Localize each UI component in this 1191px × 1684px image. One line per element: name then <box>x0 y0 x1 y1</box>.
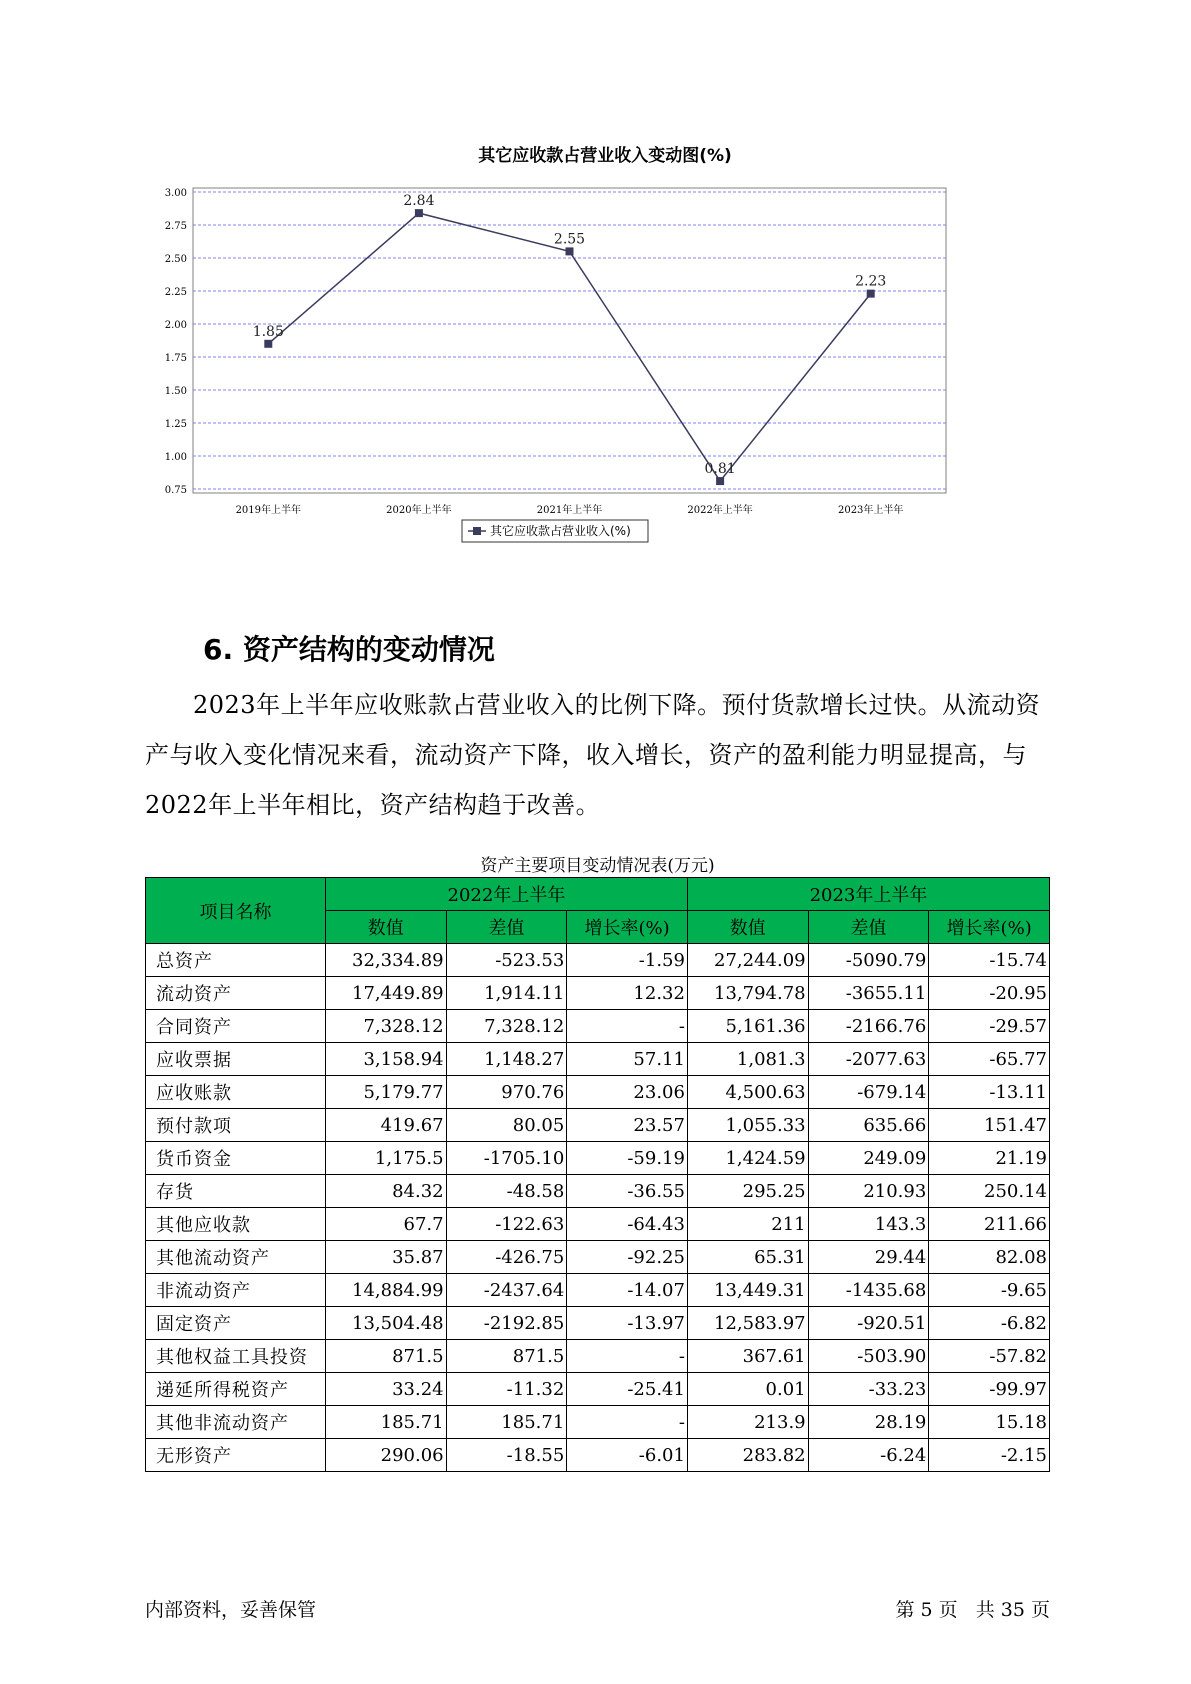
table-cell-value: -36.55 <box>567 1175 688 1208</box>
header-diff: 差值 <box>808 911 929 944</box>
line-chart <box>164 133 1035 603</box>
table-row <box>146 1109 1050 1142</box>
footer-confidential: 内部资料，妥善保管 <box>145 1599 317 1621</box>
table-header-row <box>146 878 1050 911</box>
table-cell-value: -99.97 <box>929 1373 1050 1406</box>
data-label: 0.81 <box>704 461 736 478</box>
table-cell-value: 295.25 <box>687 1175 808 1208</box>
table-cell-value: -3655.11 <box>808 977 929 1010</box>
table-cell-value: -2077.63 <box>808 1043 929 1076</box>
table-cell-item: 流动资产 <box>146 977 326 1010</box>
table-row <box>146 1406 1050 1439</box>
table-row <box>146 1043 1050 1076</box>
table-row <box>146 1307 1050 1340</box>
table-cell-item: 预付款项 <box>146 1109 326 1142</box>
asset-table <box>145 877 1050 1472</box>
y-tick-label: 2.00 <box>164 320 187 331</box>
table-cell-value: 27,244.09 <box>687 944 808 977</box>
x-tick-label: 2021年上半年 <box>536 505 603 516</box>
header-period-2023: 2023年上半年 <box>687 878 1049 911</box>
table-cell-value: -2166.76 <box>808 1010 929 1043</box>
table-cell-value: -57.82 <box>929 1340 1050 1373</box>
table-cell-value: 0.01 <box>687 1373 808 1406</box>
table-cell-value: -20.95 <box>929 977 1050 1010</box>
table-cell-value: -64.43 <box>567 1208 688 1241</box>
table-cell-value: - <box>567 1406 688 1439</box>
table-cell-value: 35.87 <box>325 1241 446 1274</box>
table-row <box>146 1208 1050 1241</box>
table-cell-value: 57.11 <box>567 1043 688 1076</box>
table-cell-value: -59.19 <box>567 1142 688 1175</box>
table-cell-value: 28.19 <box>808 1406 929 1439</box>
table-cell-item: 递延所得税资产 <box>146 1373 326 1406</box>
table-cell-value: 4,500.63 <box>687 1076 808 1109</box>
y-tick-label: 2.75 <box>164 221 187 232</box>
data-point <box>716 477 724 485</box>
header-period-2022: 2022年上半年 <box>325 878 687 911</box>
section-paragraph: 2023年上半年应收账款占营业收入的比例下降。预付货款增长过快。从流动资产与收入变化情况来看，流动资产下降，收入增长，资产的盈利能力明显提高，与2022年上半年相比，资产结构趋于改善。 <box>145 691 1041 819</box>
y-tick-label: 0.75 <box>164 485 187 496</box>
y-tick-label: 1.50 <box>164 386 187 397</box>
data-label: 1.85 <box>252 323 284 340</box>
table-cell-item: 其他流动资产 <box>146 1241 326 1274</box>
x-tick-label: 2023年上半年 <box>837 505 904 516</box>
table-cell-value: 283.82 <box>687 1439 808 1472</box>
data-point <box>415 209 423 217</box>
y-tick-label: 2.25 <box>164 287 187 298</box>
table-cell-value: 419.67 <box>325 1109 446 1142</box>
table-cell-item: 其他非流动资产 <box>146 1406 326 1439</box>
table-cell-value: -29.57 <box>929 1010 1050 1043</box>
table-cell-value: 14,884.99 <box>325 1274 446 1307</box>
table-cell-value: 871.5 <box>325 1340 446 1373</box>
table-cell-value: -2192.85 <box>446 1307 567 1340</box>
table-cell-value: -11.32 <box>446 1373 567 1406</box>
data-point <box>867 290 875 298</box>
table-cell-value: -1705.10 <box>446 1142 567 1175</box>
data-label: 2.55 <box>553 231 586 248</box>
y-tick-label: 3.00 <box>164 188 187 199</box>
table-cell-item: 应收账款 <box>146 1076 326 1109</box>
table-row <box>146 1274 1050 1307</box>
table-cell-value: 17,449.89 <box>325 977 446 1010</box>
table-cell-value: 21.19 <box>929 1142 1050 1175</box>
header-diff: 差值 <box>446 911 567 944</box>
table-row <box>146 1439 1050 1472</box>
table-cell-value: 143.3 <box>808 1208 929 1241</box>
table-cell-value: 7,328.12 <box>446 1010 567 1043</box>
table-cell-value: -48.58 <box>446 1175 567 1208</box>
table-cell-value: 871.5 <box>446 1340 567 1373</box>
table-cell-value: 185.71 <box>325 1406 446 1439</box>
y-tick-label: 2.50 <box>164 254 187 265</box>
table-cell-value: -92.25 <box>567 1241 688 1274</box>
table-cell-value: 211 <box>687 1208 808 1241</box>
table-cell-value: -13.11 <box>929 1076 1050 1109</box>
chart-title: 其它应收款占营业收入变动图(%) <box>478 146 732 166</box>
table-cell-value: 33.24 <box>325 1373 446 1406</box>
table-cell-value: -14.07 <box>567 1274 688 1307</box>
table-cell-value: 13,449.31 <box>687 1274 808 1307</box>
y-tick-label: 1.25 <box>164 419 187 430</box>
table-cell-value: -920.51 <box>808 1307 929 1340</box>
table-cell-value: 1,914.11 <box>446 977 567 1010</box>
table-cell-value: -18.55 <box>446 1439 567 1472</box>
table-cell-value: -2437.64 <box>446 1274 567 1307</box>
y-tick-label: 1.00 <box>164 452 187 463</box>
table-cell-value: 151.47 <box>929 1109 1050 1142</box>
table-cell-item: 合同资产 <box>146 1010 326 1043</box>
table-cell-value: 13,504.48 <box>325 1307 446 1340</box>
table-cell-value: -65.77 <box>929 1043 1050 1076</box>
table-cell-value: 249.09 <box>808 1142 929 1175</box>
table-cell-value: -426.75 <box>446 1241 567 1274</box>
table-cell-item: 总资产 <box>146 944 326 977</box>
table-cell-value: 5,179.77 <box>325 1076 446 1109</box>
table-row <box>146 1076 1050 1109</box>
table-cell-value: 3,158.94 <box>325 1043 446 1076</box>
footer-page-number: 第 5 页 共 35 页 <box>895 1599 1050 1621</box>
table-cell-value: -5090.79 <box>808 944 929 977</box>
table-cell-value: 82.08 <box>929 1241 1050 1274</box>
table-cell-value: 211.66 <box>929 1208 1050 1241</box>
table-row <box>146 1175 1050 1208</box>
table-row <box>146 1142 1050 1175</box>
table-row <box>146 1241 1050 1274</box>
data-label: 2.84 <box>403 193 435 210</box>
data-point <box>264 340 272 348</box>
table-cell-value: -1.59 <box>567 944 688 977</box>
table-cell-value: -679.14 <box>808 1076 929 1109</box>
table-cell-value: -13.97 <box>567 1307 688 1340</box>
table-row <box>146 977 1050 1010</box>
table-row <box>146 944 1050 977</box>
table-cell-item: 应收票据 <box>146 1043 326 1076</box>
section-heading: 6. 资产结构的变动情况 <box>203 633 495 666</box>
table-body <box>146 944 1050 1472</box>
table-cell-value: -503.90 <box>808 1340 929 1373</box>
table-cell-value: 367.61 <box>687 1340 808 1373</box>
table-row <box>146 1340 1050 1373</box>
table-cell-value: -122.63 <box>446 1208 567 1241</box>
table-cell-value: 67.7 <box>325 1208 446 1241</box>
table-cell-value: 84.32 <box>325 1175 446 1208</box>
x-tick-label: 2022年上半年 <box>687 505 753 516</box>
chart-svg <box>164 133 1035 603</box>
table-cell-value: 1,148.27 <box>446 1043 567 1076</box>
y-tick-label: 1.75 <box>164 353 187 364</box>
table-cell-value: 12,583.97 <box>687 1307 808 1340</box>
x-tick-label: 2020年上半年 <box>386 505 452 516</box>
table-cell-value: 970.76 <box>446 1076 567 1109</box>
table-cell-item: 无形资产 <box>146 1439 326 1472</box>
header-rate: 增长率(%) <box>567 911 688 944</box>
legend-marker <box>473 527 481 535</box>
table-cell-value: -2.15 <box>929 1439 1050 1472</box>
table-cell-value: -33.23 <box>808 1373 929 1406</box>
table-cell-value: 1,055.33 <box>687 1109 808 1142</box>
table-cell-value: -1435.68 <box>808 1274 929 1307</box>
table-cell-value: 29.44 <box>808 1241 929 1274</box>
table-cell-value: 23.06 <box>567 1076 688 1109</box>
data-label: 2.23 <box>855 273 887 290</box>
table-cell-value: 250.14 <box>929 1175 1050 1208</box>
table-cell-item: 其他权益工具投资 <box>146 1340 326 1373</box>
table-cell-item: 非流动资产 <box>146 1274 326 1307</box>
table-cell-value: -9.65 <box>929 1274 1050 1307</box>
table-cell-value: -25.41 <box>567 1373 688 1406</box>
table-caption: 资产主要项目变动情况表(万元) <box>480 856 715 876</box>
table-row <box>146 1373 1050 1406</box>
header-value: 数值 <box>325 911 446 944</box>
table-cell-value: 185.71 <box>446 1406 567 1439</box>
legend-label: 其它应收款占营业收入(%) <box>490 524 631 538</box>
table-cell-value: 13,794.78 <box>687 977 808 1010</box>
table-cell-item: 固定资产 <box>146 1307 326 1340</box>
table-cell-value: 213.9 <box>687 1406 808 1439</box>
table-cell-value: -523.53 <box>446 944 567 977</box>
table-cell-value: 15.18 <box>929 1406 1050 1439</box>
table-cell-value: 65.31 <box>687 1241 808 1274</box>
table-cell-value: -6.82 <box>929 1307 1050 1340</box>
table-cell-value: 1,424.59 <box>687 1142 808 1175</box>
table-cell-value: 1,081.3 <box>687 1043 808 1076</box>
header-value: 数值 <box>687 911 808 944</box>
table-cell-value: - <box>567 1010 688 1043</box>
table-cell-item: 其他应收款 <box>146 1208 326 1241</box>
header-item-name: 项目名称 <box>146 878 326 944</box>
x-tick-label: 2019年上半年 <box>235 505 302 516</box>
table-row <box>146 1010 1050 1043</box>
data-point <box>566 247 574 255</box>
table-cell-value: - <box>567 1340 688 1373</box>
table-cell-item: 货币资金 <box>146 1142 326 1175</box>
table-cell-value: 210.93 <box>808 1175 929 1208</box>
table-cell-value: -15.74 <box>929 944 1050 977</box>
table-cell-value: 290.06 <box>325 1439 446 1472</box>
table-cell-value: -6.01 <box>567 1439 688 1472</box>
table-cell-item: 存货 <box>146 1175 326 1208</box>
table-cell-value: 12.32 <box>567 977 688 1010</box>
table-cell-value: 7,328.12 <box>325 1010 446 1043</box>
table-cell-value: 32,334.89 <box>325 944 446 977</box>
table-cell-value: 635.66 <box>808 1109 929 1142</box>
header-rate: 增长率(%) <box>929 911 1050 944</box>
table-cell-value: -6.24 <box>808 1439 929 1472</box>
table-cell-value: 1,175.5 <box>325 1142 446 1175</box>
table-cell-value: 80.05 <box>446 1109 567 1142</box>
table-cell-value: 5,161.36 <box>687 1010 808 1043</box>
table-cell-value: 23.57 <box>567 1109 688 1142</box>
